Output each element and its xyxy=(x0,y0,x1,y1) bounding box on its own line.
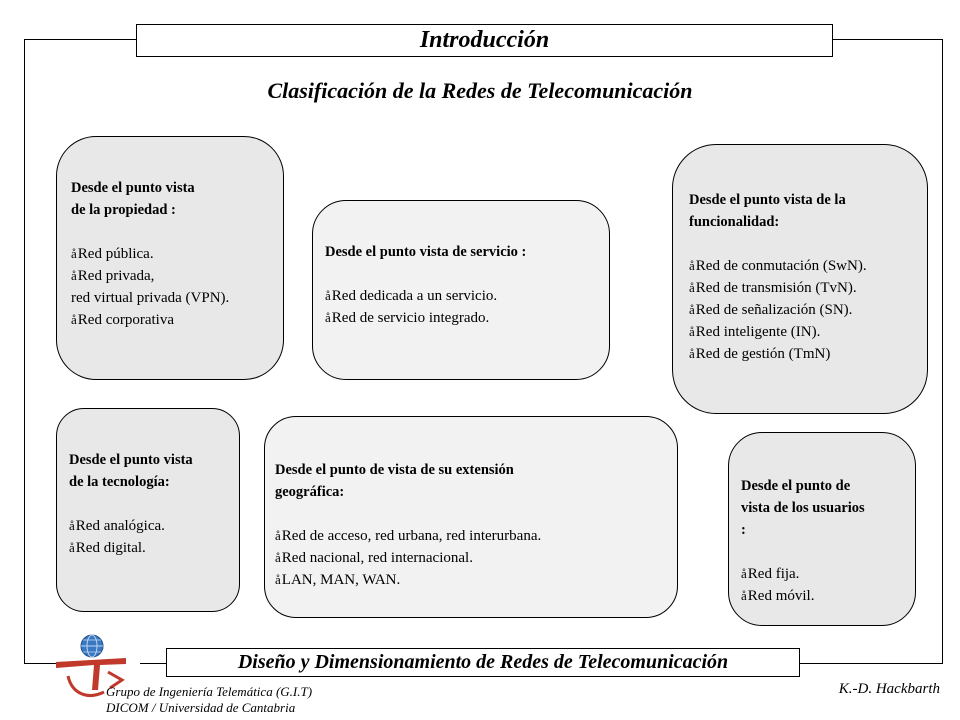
card-list-item-text: Red inteligente (IN). xyxy=(695,324,821,340)
card-list-item-text: Red corporativa xyxy=(77,312,174,328)
card-extension xyxy=(264,416,678,618)
bullet-icon: å xyxy=(69,518,75,533)
card-heading: Desde el punto vista xyxy=(69,452,193,468)
card-list-item-text: Red de acceso, red urbana, red interurbana. xyxy=(281,528,542,544)
bullet-icon: å xyxy=(325,310,331,325)
author-name: K.-D. Hackbarth xyxy=(838,681,940,697)
card-list-item xyxy=(689,343,915,365)
card-list-item-text: LAN, MAN, WAN. xyxy=(281,572,401,588)
card-list-item-text: Red pública. xyxy=(77,246,154,262)
card-list-item-text: Red digital. xyxy=(75,540,146,556)
card-list-item xyxy=(69,515,227,537)
card-list-item xyxy=(689,299,915,321)
org-line-2: DICOM / Universidad de Cantabria xyxy=(106,700,296,715)
spacer xyxy=(689,233,915,255)
card-heading: de la tecnología: xyxy=(69,474,170,490)
card-list-item xyxy=(71,309,271,331)
card-heading: Desde el punto vista de la xyxy=(689,192,846,208)
slide-subtitle: Clasificación de la Redes de Telecomunicación xyxy=(267,78,693,103)
card-heading: Desde el punto vista de servicio : xyxy=(325,244,527,260)
spacer xyxy=(275,503,665,525)
card-tecnologia xyxy=(56,408,240,612)
frame-line xyxy=(24,39,25,663)
bullet-icon: å xyxy=(71,246,77,261)
bullet-icon: å xyxy=(689,346,695,361)
spacer xyxy=(69,493,227,515)
frame-line xyxy=(140,663,166,664)
card-list-item xyxy=(325,307,597,329)
card-propiedad xyxy=(56,136,284,380)
card-heading: Desde el punto vista xyxy=(71,180,195,196)
bullet-icon: å xyxy=(689,302,695,317)
card-list-item-text: Red móvil. xyxy=(747,588,815,604)
card-heading: Desde el punto de vista de su extensión xyxy=(275,462,514,478)
card-list-item-text: Red de servicio integrado. xyxy=(331,310,490,326)
spacer xyxy=(71,221,271,243)
org-line-1: Grupo de Ingeniería Telemática (G.I.T) xyxy=(106,684,313,699)
card-heading: geográfica: xyxy=(275,484,345,500)
card-list-item xyxy=(275,569,665,591)
bullet-icon: å xyxy=(689,280,695,295)
spacer xyxy=(325,263,597,285)
card-list-item xyxy=(71,287,271,309)
bullet-icon: å xyxy=(325,288,331,303)
bullet-icon: å xyxy=(275,550,281,565)
card-funcionalidad xyxy=(672,144,928,414)
card-list-item-text: Red privada, xyxy=(77,268,155,284)
bullet-icon: å xyxy=(741,566,747,581)
frame-line xyxy=(800,663,943,664)
card-servicio xyxy=(312,200,610,380)
card-list-item-text: Red dedicada a un servicio. xyxy=(331,288,498,304)
card-list-item xyxy=(741,585,903,607)
card-list-item xyxy=(325,285,597,307)
bullet-icon: å xyxy=(275,528,281,543)
card-list-item xyxy=(71,265,271,287)
card-list-item-text: Red nacional, red internacional. xyxy=(281,550,473,566)
card-list-item xyxy=(71,243,271,265)
bullet-icon: å xyxy=(689,324,695,339)
card-heading: funcionalidad: xyxy=(689,214,780,230)
bullet-icon: å xyxy=(71,312,77,327)
card-list-item xyxy=(69,537,227,559)
card-list-item-text: red virtual privada (VPN). xyxy=(71,290,230,306)
card-list-item xyxy=(741,563,903,585)
bullet-icon: å xyxy=(275,572,281,587)
card-heading: vista de los usuarios xyxy=(741,500,865,516)
card-heading: : xyxy=(741,522,746,538)
card-heading: de la propiedad : xyxy=(71,202,176,218)
card-list-item xyxy=(689,321,915,343)
footer-title: Diseño y Dimensionamiento de Redes de Telecomunicación xyxy=(166,648,800,677)
frame-line xyxy=(942,39,943,663)
card-list-item xyxy=(689,255,915,277)
card-list-item-text: Red de conmutación (SwN). xyxy=(695,258,867,274)
card-usuarios xyxy=(728,432,916,626)
card-list-item xyxy=(275,547,665,569)
card-list-item xyxy=(689,277,915,299)
bullet-icon: å xyxy=(741,588,747,603)
frame-line xyxy=(24,39,136,40)
card-list-item-text: Red analógica. xyxy=(75,518,165,534)
header-title: Introducción xyxy=(136,24,833,57)
card-heading: Desde el punto de xyxy=(741,478,851,494)
bullet-icon: å xyxy=(689,258,695,273)
card-list-item xyxy=(275,525,665,547)
bullet-icon: å xyxy=(71,268,77,283)
spacer xyxy=(741,541,903,563)
card-list-item-text: Red de gestión (TmN) xyxy=(695,346,831,362)
frame-line xyxy=(832,39,943,40)
card-list-item-text: Red de transmisión (TvN). xyxy=(695,280,857,296)
card-list-item-text: Red de señalización (SN). xyxy=(695,302,853,318)
card-list-item-text: Red fija. xyxy=(747,566,800,582)
bullet-icon: å xyxy=(69,540,75,555)
